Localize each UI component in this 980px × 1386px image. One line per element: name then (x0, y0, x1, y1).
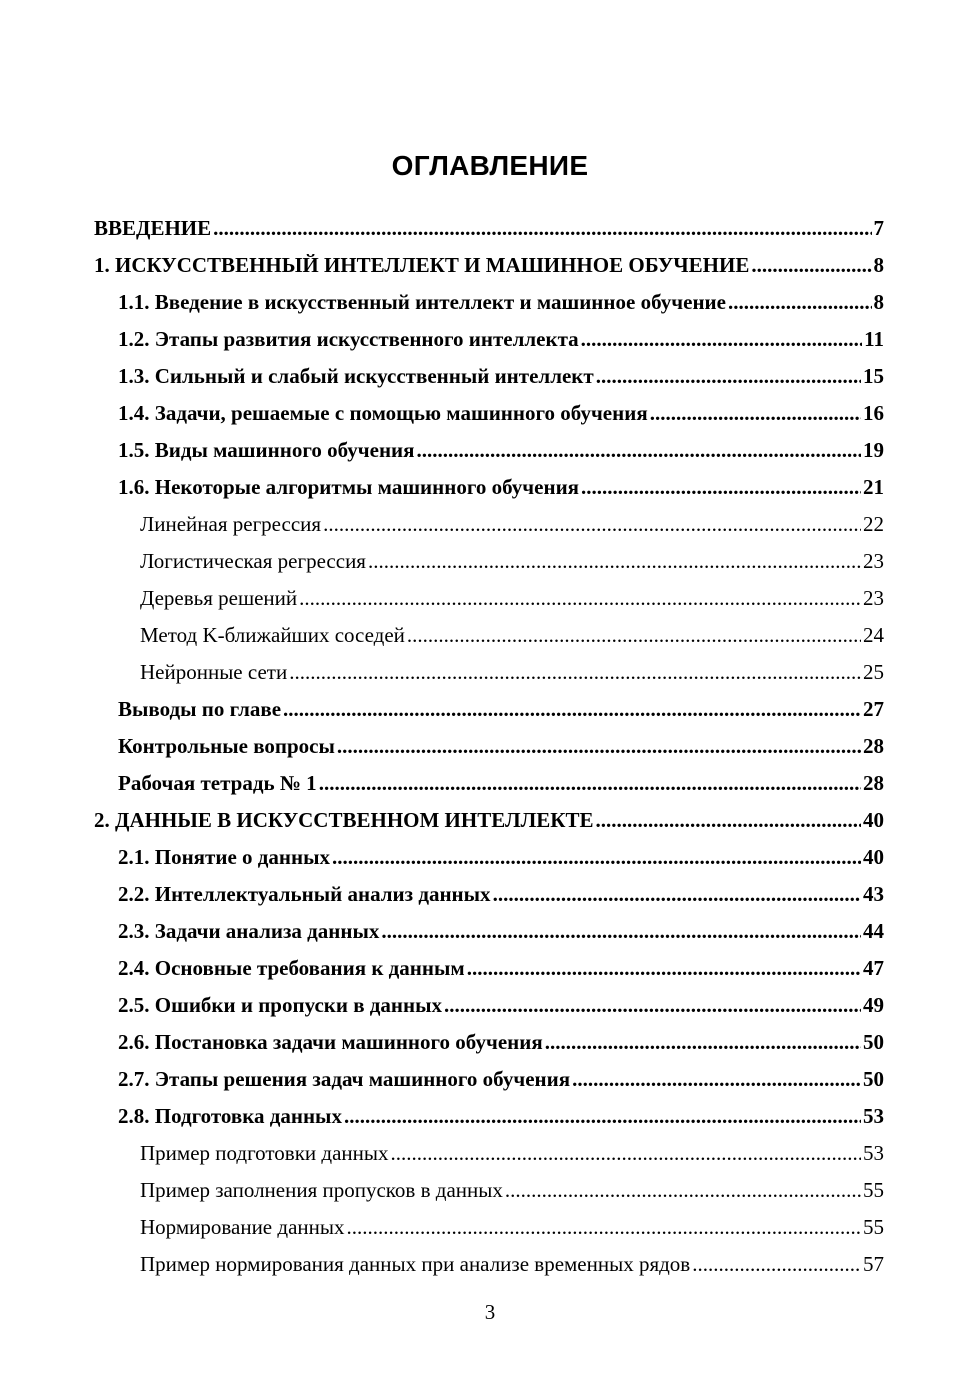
dot-leader (650, 401, 861, 425)
toc-entry-page: 49 (863, 993, 884, 1017)
toc-entry-label: 2.2. Интеллектуальный анализ данных (118, 882, 491, 906)
toc-entry-label: Пример подготовки данных (140, 1141, 389, 1165)
dot-leader (344, 1104, 861, 1128)
toc-entry-page: 43 (863, 882, 884, 906)
toc-entry[interactable] (94, 795, 884, 832)
toc-entry[interactable] (118, 277, 884, 314)
toc-entry[interactable] (94, 240, 884, 277)
toc-entry-label: Нормирование данных (140, 1215, 345, 1239)
toc-entry-page: 27 (863, 697, 884, 721)
dot-leader (283, 697, 861, 721)
toc-entry[interactable] (140, 1165, 884, 1202)
toc-entry-label: Логистическая регрессия (140, 549, 366, 573)
toc-entry-label: Выводы по главе (118, 697, 282, 721)
toc-entry[interactable] (140, 1128, 884, 1165)
toc-entry[interactable] (140, 499, 884, 536)
toc-entry-label: 2.5. Ошибки и пропуски в данных (118, 993, 443, 1017)
toc-entry-label: Деревья решений (140, 586, 298, 610)
toc-entry-label: Пример нормирования данных при анализе временных рядов (140, 1252, 691, 1276)
dot-leader (368, 549, 861, 573)
toc-entry-page: 57 (863, 1252, 884, 1276)
toc-entry-page: 40 (863, 845, 884, 869)
toc-entry-page: 24 (863, 623, 884, 647)
toc-entry-label: 2.1. Понятие о данных (118, 845, 330, 869)
toc-entry[interactable] (94, 203, 884, 240)
dot-leader (407, 623, 861, 647)
toc-entry-page: 21 (863, 475, 884, 499)
dot-leader (545, 1030, 861, 1054)
toc-entry-page: 28 (863, 734, 884, 758)
toc-entry-page: 40 (863, 808, 884, 832)
toc-entry-page: 44 (863, 919, 884, 943)
toc-entry-page: 47 (863, 956, 884, 980)
toc-entry-label: 2.6. Постановка задачи машинного обучения (118, 1030, 543, 1054)
toc-entry-page: 7 (873, 216, 884, 240)
toc-entry[interactable] (118, 832, 884, 869)
toc-entry-page: 8 (873, 253, 884, 277)
dot-leader (391, 1141, 862, 1165)
toc-entry-label: 1.4. Задачи, решаемые с помощью машинного обучения (118, 401, 648, 425)
toc-entry-page: 16 (863, 401, 884, 425)
toc-entry[interactable] (118, 906, 884, 943)
toc-entry-page: 28 (863, 771, 884, 795)
toc-entry-label: 2.7. Этапы решения задач машинного обучения (118, 1067, 571, 1091)
toc-entry-page: 53 (863, 1104, 884, 1128)
toc-entry[interactable] (140, 1202, 884, 1239)
toc-entry[interactable] (140, 573, 884, 610)
toc-entry-page: 53 (863, 1141, 884, 1165)
dot-leader (381, 919, 861, 943)
toc-entry-label: Контрольные вопросы (118, 734, 335, 758)
toc-entry-page: 22 (863, 512, 884, 536)
toc-entry-label: ВВЕДЕНИЕ (94, 216, 212, 240)
dot-leader (332, 845, 861, 869)
toc-entry[interactable] (118, 1017, 884, 1054)
toc-entry-label: Нейронные сети (140, 660, 288, 684)
dot-leader (751, 253, 871, 277)
dot-leader (505, 1178, 861, 1202)
toc-entry[interactable] (140, 536, 884, 573)
dot-leader (346, 1215, 861, 1239)
dot-leader (467, 956, 861, 980)
toc-entry-page: 8 (873, 290, 884, 314)
toc-entry[interactable] (118, 684, 884, 721)
toc-entry-page: 55 (863, 1215, 884, 1239)
toc-entry[interactable] (140, 647, 884, 684)
toc-entry-label: 1.5. Виды машинного обучения (118, 438, 415, 462)
page-number: 3 (484, 1300, 496, 1324)
dot-leader (728, 290, 872, 314)
dot-leader (299, 586, 861, 610)
toc-entry-page: 19 (863, 438, 884, 462)
toc-entry[interactable] (118, 388, 884, 425)
dot-leader (289, 660, 861, 684)
toc-entry[interactable] (118, 314, 884, 351)
toc-entry[interactable] (118, 1091, 884, 1128)
dot-leader (596, 808, 861, 832)
toc-entry-page: 23 (863, 586, 884, 610)
dot-leader (581, 475, 861, 499)
toc-entry-page: 50 (863, 1030, 884, 1054)
dot-leader (323, 512, 861, 536)
toc-entry-page: 55 (863, 1178, 884, 1202)
toc-entry-label: 2.8. Подготовка данных (118, 1104, 342, 1128)
toc-entry-label: 1.2. Этапы развития искусственного интеллекта (118, 327, 579, 351)
toc-entry-label: 2.4. Основные требования к данным (118, 956, 465, 980)
toc-entry[interactable] (118, 721, 884, 758)
toc-entry-page: 11 (864, 327, 884, 351)
toc-entry[interactable] (118, 758, 884, 795)
dot-leader (337, 734, 861, 758)
toc-entry-label: Рабочая тетрадь № 1 (118, 771, 317, 795)
toc-entry-page: 23 (863, 549, 884, 573)
toc-entry-page: 50 (863, 1067, 884, 1091)
dot-leader (692, 1252, 861, 1276)
toc-entry-label: Пример заполнения пропусков в данных (140, 1178, 503, 1202)
toc-entry[interactable] (118, 869, 884, 906)
dot-leader (493, 882, 861, 906)
toc-entry[interactable] (118, 943, 884, 980)
toc-entry[interactable] (118, 351, 884, 388)
toc-entry-label: 1. ИСКУССТВЕННЫЙ ИНТЕЛЛЕКТ И МАШИННОЕ ОБУЧЕНИЕ (94, 253, 750, 277)
dot-leader (581, 327, 862, 351)
dot-leader (417, 438, 861, 462)
dot-leader (572, 1067, 861, 1091)
toc-entry-label: 2. ДАННЫЕ В ИСКУССТВЕННОМ ИНТЕЛЛЕКТЕ (94, 808, 594, 832)
toc-entry-label: 2.3. Задачи анализа данных (118, 919, 380, 943)
toc-entry[interactable] (118, 980, 884, 1017)
toc-entry[interactable] (118, 462, 884, 499)
dot-leader (596, 364, 861, 388)
toc-entry-label: Линейная регрессия (140, 512, 322, 536)
toc-entry[interactable] (118, 1054, 884, 1091)
toc-entry[interactable] (118, 425, 884, 462)
dot-leader (213, 216, 871, 240)
toc-entry-label: 1.1. Введение в искусственный интеллект и машинное обучение (118, 290, 726, 314)
toc-entry-page: 25 (863, 660, 884, 684)
toc-entry[interactable] (140, 610, 884, 647)
dot-leader (319, 771, 861, 795)
toc-entry-label: 1.3. Сильный и слабый искусственный интеллект (118, 364, 594, 388)
toc-entry-page: 15 (863, 364, 884, 388)
toc-entry-label: Метод K-ближайших соседей (140, 623, 405, 647)
page-title: ОГЛАВЛЕНИЕ (391, 150, 589, 181)
toc-entry[interactable] (140, 1239, 884, 1276)
toc-entry-label: 1.6. Некоторые алгоритмы машинного обучения (118, 475, 580, 499)
dot-leader (444, 993, 861, 1017)
